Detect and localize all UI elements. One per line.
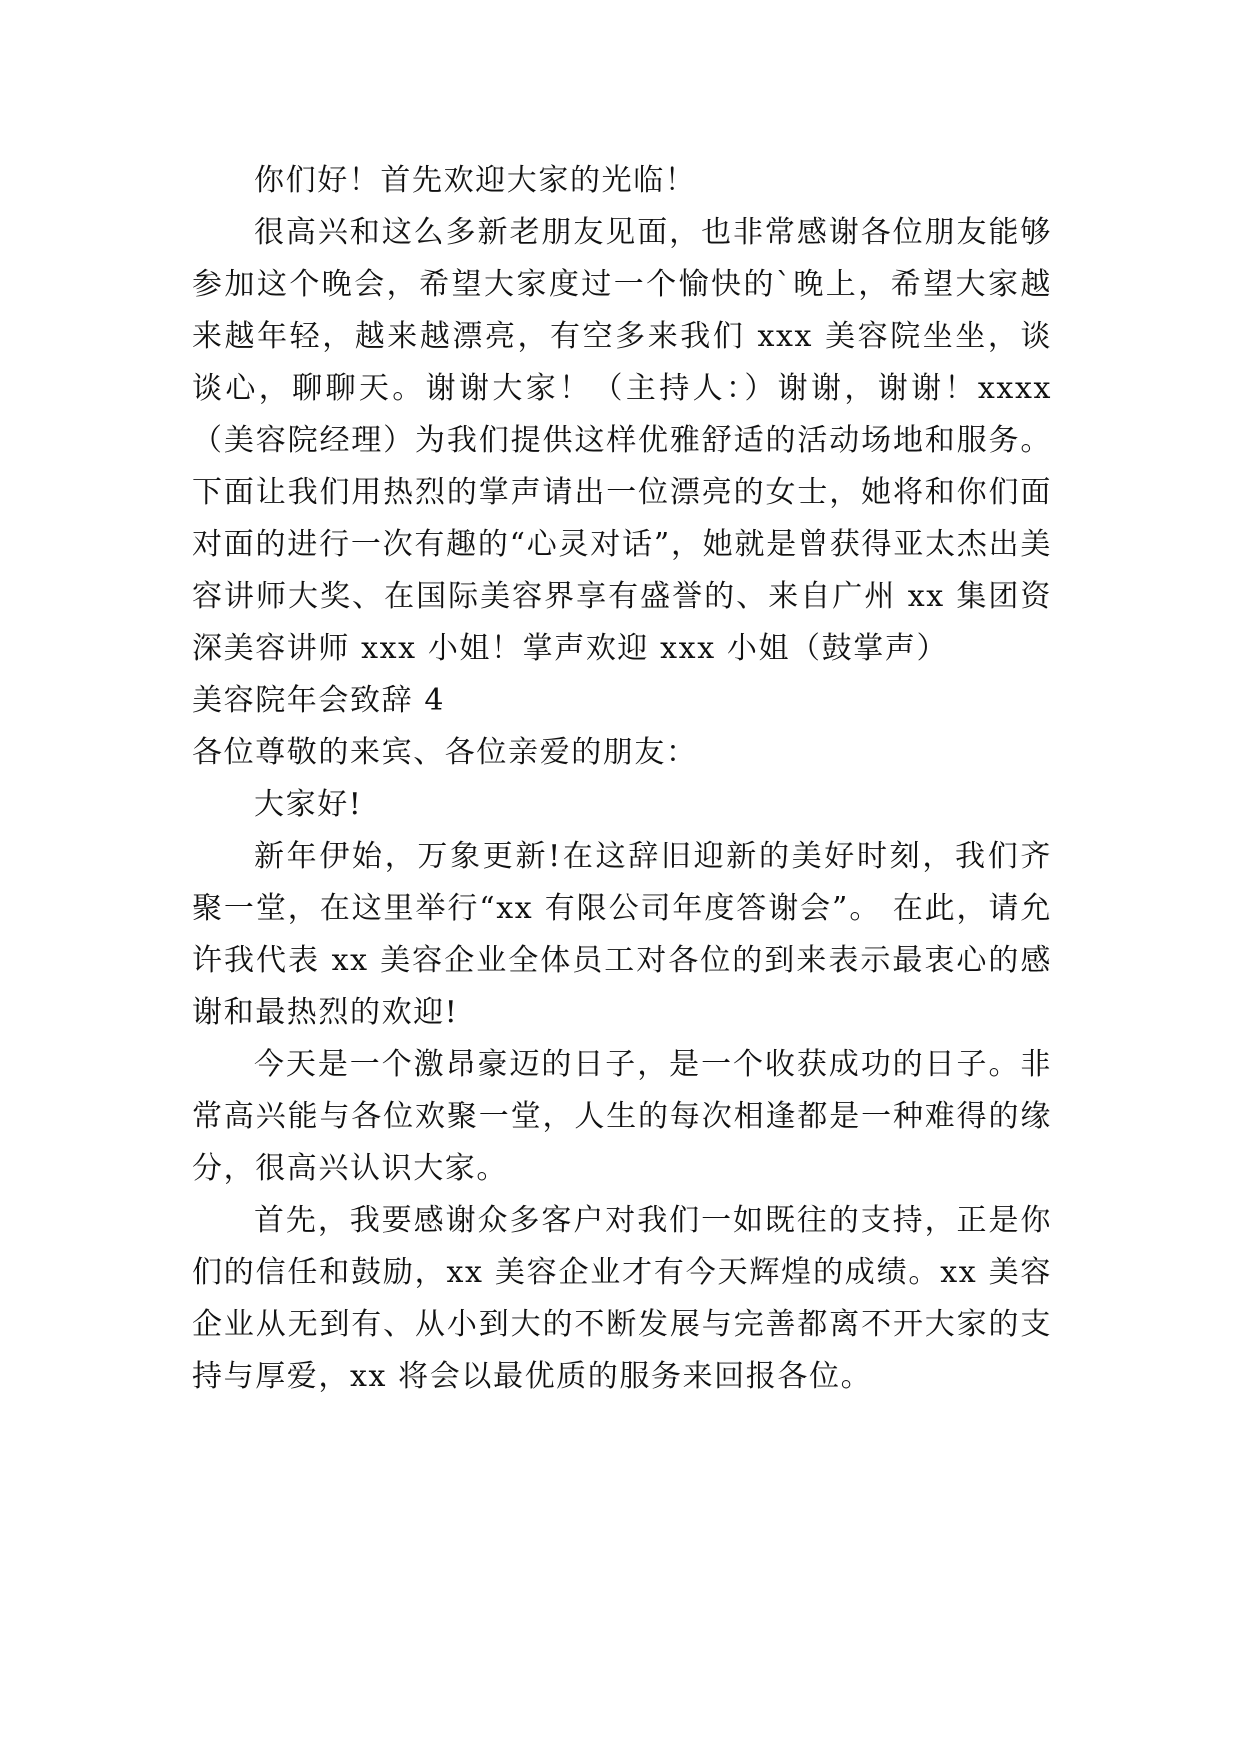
thanks-paragraph: 首先，我要感谢众多客户对我们一如既往的支持，正是你们的信任和鼓励，xx 美容企业才有今天辉煌的成绩。xx 美容企业从无到有、从小到大的不断发展与完善都离不开大家的支持与厚爱，xx 将会以最优质的服务来回报各位。 [192, 1203, 1052, 1394]
salutation-line: 各位尊敬的来宾、各位亲爱的朋友： [192, 735, 698, 770]
today-paragraph: 今天是一个激昂豪迈的日子，是一个收获成功的日子。非常高兴能与各位欢聚一堂，人生的每次相逢都是一种难得的缘分，很高兴认识大家。 [192, 1047, 1052, 1186]
section-title: 美容院年会致辞 4 [192, 683, 446, 718]
welcome-speech-paragraph: 很高兴和这么多新老朋友见面，也非常感谢各位朋友能够参加这个晚会，希望大家度过一个愉快的`晚上，希望大家越来越年轻，越来越漂亮，有空多来我们 xxx 美容院坐坐，谈谈心，聊聊天。谢谢大家！（主持人：）谢谢，谢谢！xxxx（美容院经理）为我们提供这样优雅舒适的活动场地和服务。下面让我们用热烈的掌声请出一位漂亮的女士，她将和你们面对面的进行一次有趣的“心灵对话”，她就是曾获得亚太杰出美容讲师大奖、在国际美容界享有盛誉的、来自广州 xx 集团资深美容讲师 xxx 小姐！掌声欢迎 xxx 小姐（鼓掌声） [192, 215, 1052, 666]
greeting-paragraph: 你们好！首先欢迎大家的光临！ [254, 163, 697, 198]
new-year-paragraph: 新年伊始，万象更新!在这辞旧迎新的美好时刻，我们齐聚一堂，在这里举行“xx 有限公司年度答谢会”。 在此，请允许我代表 xx 美容企业全体员工对各位的到来表示最衷心的感谢和最热烈的欢迎! [192, 839, 1052, 1030]
hello-line: 大家好! [254, 787, 363, 822]
document-body [192, 155, 1052, 1403]
